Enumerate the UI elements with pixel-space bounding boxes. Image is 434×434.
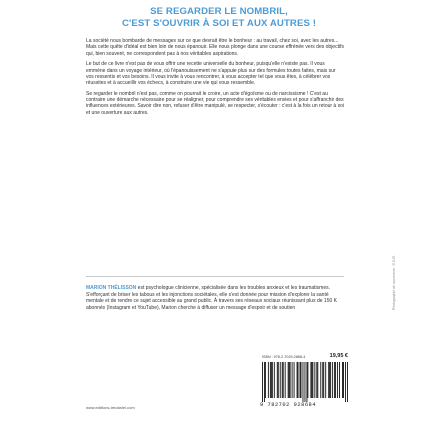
barcode-bar bbox=[265, 362, 266, 398]
barcode-bar bbox=[330, 362, 331, 398]
barcode-bar bbox=[297, 362, 298, 398]
barcode-bar bbox=[322, 362, 323, 398]
barcode-bar bbox=[285, 362, 286, 398]
isbn-label: ISBN : 978-2-7029-2868-4 bbox=[262, 355, 306, 359]
barcode-bar bbox=[307, 362, 308, 398]
headline-line-2: C'EST S'OUVRIR À SOI ET AUX AUTRES ! bbox=[121, 18, 316, 29]
barcode bbox=[262, 362, 348, 402]
barcode-bar bbox=[282, 362, 283, 398]
blurb-paragraph-3: Se regarder le nombril n'est pas, comme on pourrait le croire, un acte d'égoïsme ou de narcissisme ! C'est au contraire une démarche nécessaire pour se réaligner, pour comprendre ses véritables envies et pour s'affranchir des influences extérieures. Savoir dire non, refuser d'être manipulé, se respecter, s'écouter : c'est à la fois un retour à soi et une ouverture aux autres. bbox=[86, 90, 344, 116]
barcode-bar bbox=[332, 362, 333, 398]
barcode-bar bbox=[337, 362, 338, 398]
barcode-bar bbox=[283, 362, 284, 398]
photo-credit: Photographie de couverture : © D.R. bbox=[392, 255, 396, 310]
barcode-bar bbox=[292, 362, 293, 398]
barcode-bar bbox=[289, 362, 290, 398]
barcode-bar bbox=[268, 362, 269, 398]
blurb bbox=[86, 38, 344, 120]
barcode-bar bbox=[262, 362, 263, 402]
isbn-line bbox=[262, 355, 348, 360]
barcode-bar bbox=[334, 362, 335, 398]
barcode-bar bbox=[280, 362, 281, 398]
barcode-bar bbox=[310, 362, 311, 398]
barcode-bar bbox=[306, 362, 307, 402]
price: 19,95 € bbox=[329, 353, 348, 359]
barcode-bar bbox=[343, 362, 344, 398]
barcode-bar bbox=[323, 362, 324, 398]
barcode-bar bbox=[342, 362, 343, 398]
section-divider bbox=[86, 276, 344, 277]
barcode-bar bbox=[277, 362, 278, 398]
barcode-bar bbox=[339, 362, 340, 398]
barcode-bar bbox=[264, 362, 265, 402]
barcode-bar bbox=[272, 362, 273, 398]
cover-headline bbox=[84, 6, 354, 30]
barcode-bars bbox=[262, 362, 348, 402]
headline-line-1: SE REGARDER LE NOMBRIL, bbox=[150, 6, 288, 17]
barcode-bar bbox=[325, 362, 326, 398]
author-bio-text: est psychologue clinicienne, spécialisée dans les troubles anxieux et les traumatismes. S'efforçant de briser les tabous et les injonctions sociétales, elle s'est donnée pour mission d'explorer la santé mentale et de rendre ce sujet accessible au grand public. À travers ses réseaux sociaux réunissant plus de 150 K abonnés (Instagram et YouTube), Marion cherche à diffuser un message d'espoir et de soutien bbox=[86, 285, 337, 311]
publisher-website: www.editions-tredaniel.com bbox=[86, 405, 135, 410]
barcode-bar bbox=[303, 362, 304, 402]
barcode-bar bbox=[301, 362, 302, 398]
barcode-digits: 9 782702 928684 bbox=[260, 402, 317, 408]
barcode-bar bbox=[305, 362, 306, 402]
barcode-bar bbox=[271, 362, 272, 398]
barcode-bar bbox=[294, 362, 295, 398]
barcode-bar bbox=[300, 362, 301, 398]
barcode-bar bbox=[290, 362, 291, 398]
barcode-bar bbox=[270, 362, 271, 398]
author-bio bbox=[86, 285, 344, 311]
blurb-paragraph-2: Le but de ce livre n'est pas de vous offrir une recette universelle du bonheur, puisqu'elle n'existe pas. Il vous emmène dans un voyage intérieur, où l'épanouissement ne s'appuie plus sur des formules toutes faites, mais sur vos ressentis et vos besoins. Il vous invite à vous rencontrer, à vous accepter tel que vous êtes, à célébrer vos réussites et à accueillir vos échecs, à construire une vie qui vous ressemble. bbox=[86, 61, 336, 87]
barcode-bar bbox=[288, 362, 289, 398]
barcode-bar bbox=[298, 362, 299, 398]
blurb-paragraph-1: La société nous bombarde de messages sur ce que devrait être le bonheur : au travail, chez soi, avec les autres... Mais cette quête d'idéal est bien loin de nous épanouir. Elle nous plonge dans une course effrénée vers des objectifs qui, bien souvent, ne correspondent pas à nos véritables aspirations. bbox=[86, 38, 344, 57]
author-name: MARION THÉLISSON bbox=[86, 285, 137, 291]
barcode-bar bbox=[329, 362, 330, 398]
barcode-bar bbox=[347, 362, 348, 402]
barcode-bar bbox=[311, 362, 312, 398]
barcode-bar bbox=[312, 362, 313, 398]
barcode-bar bbox=[316, 362, 317, 398]
barcode-bar bbox=[278, 362, 279, 398]
barcode-bar bbox=[274, 362, 275, 398]
barcode-bar bbox=[317, 362, 318, 398]
barcode-bar bbox=[314, 362, 315, 398]
barcode-bar bbox=[328, 362, 329, 398]
barcode-bar bbox=[345, 362, 346, 402]
barcode-bar bbox=[320, 362, 321, 398]
barcode-bar bbox=[335, 362, 336, 398]
